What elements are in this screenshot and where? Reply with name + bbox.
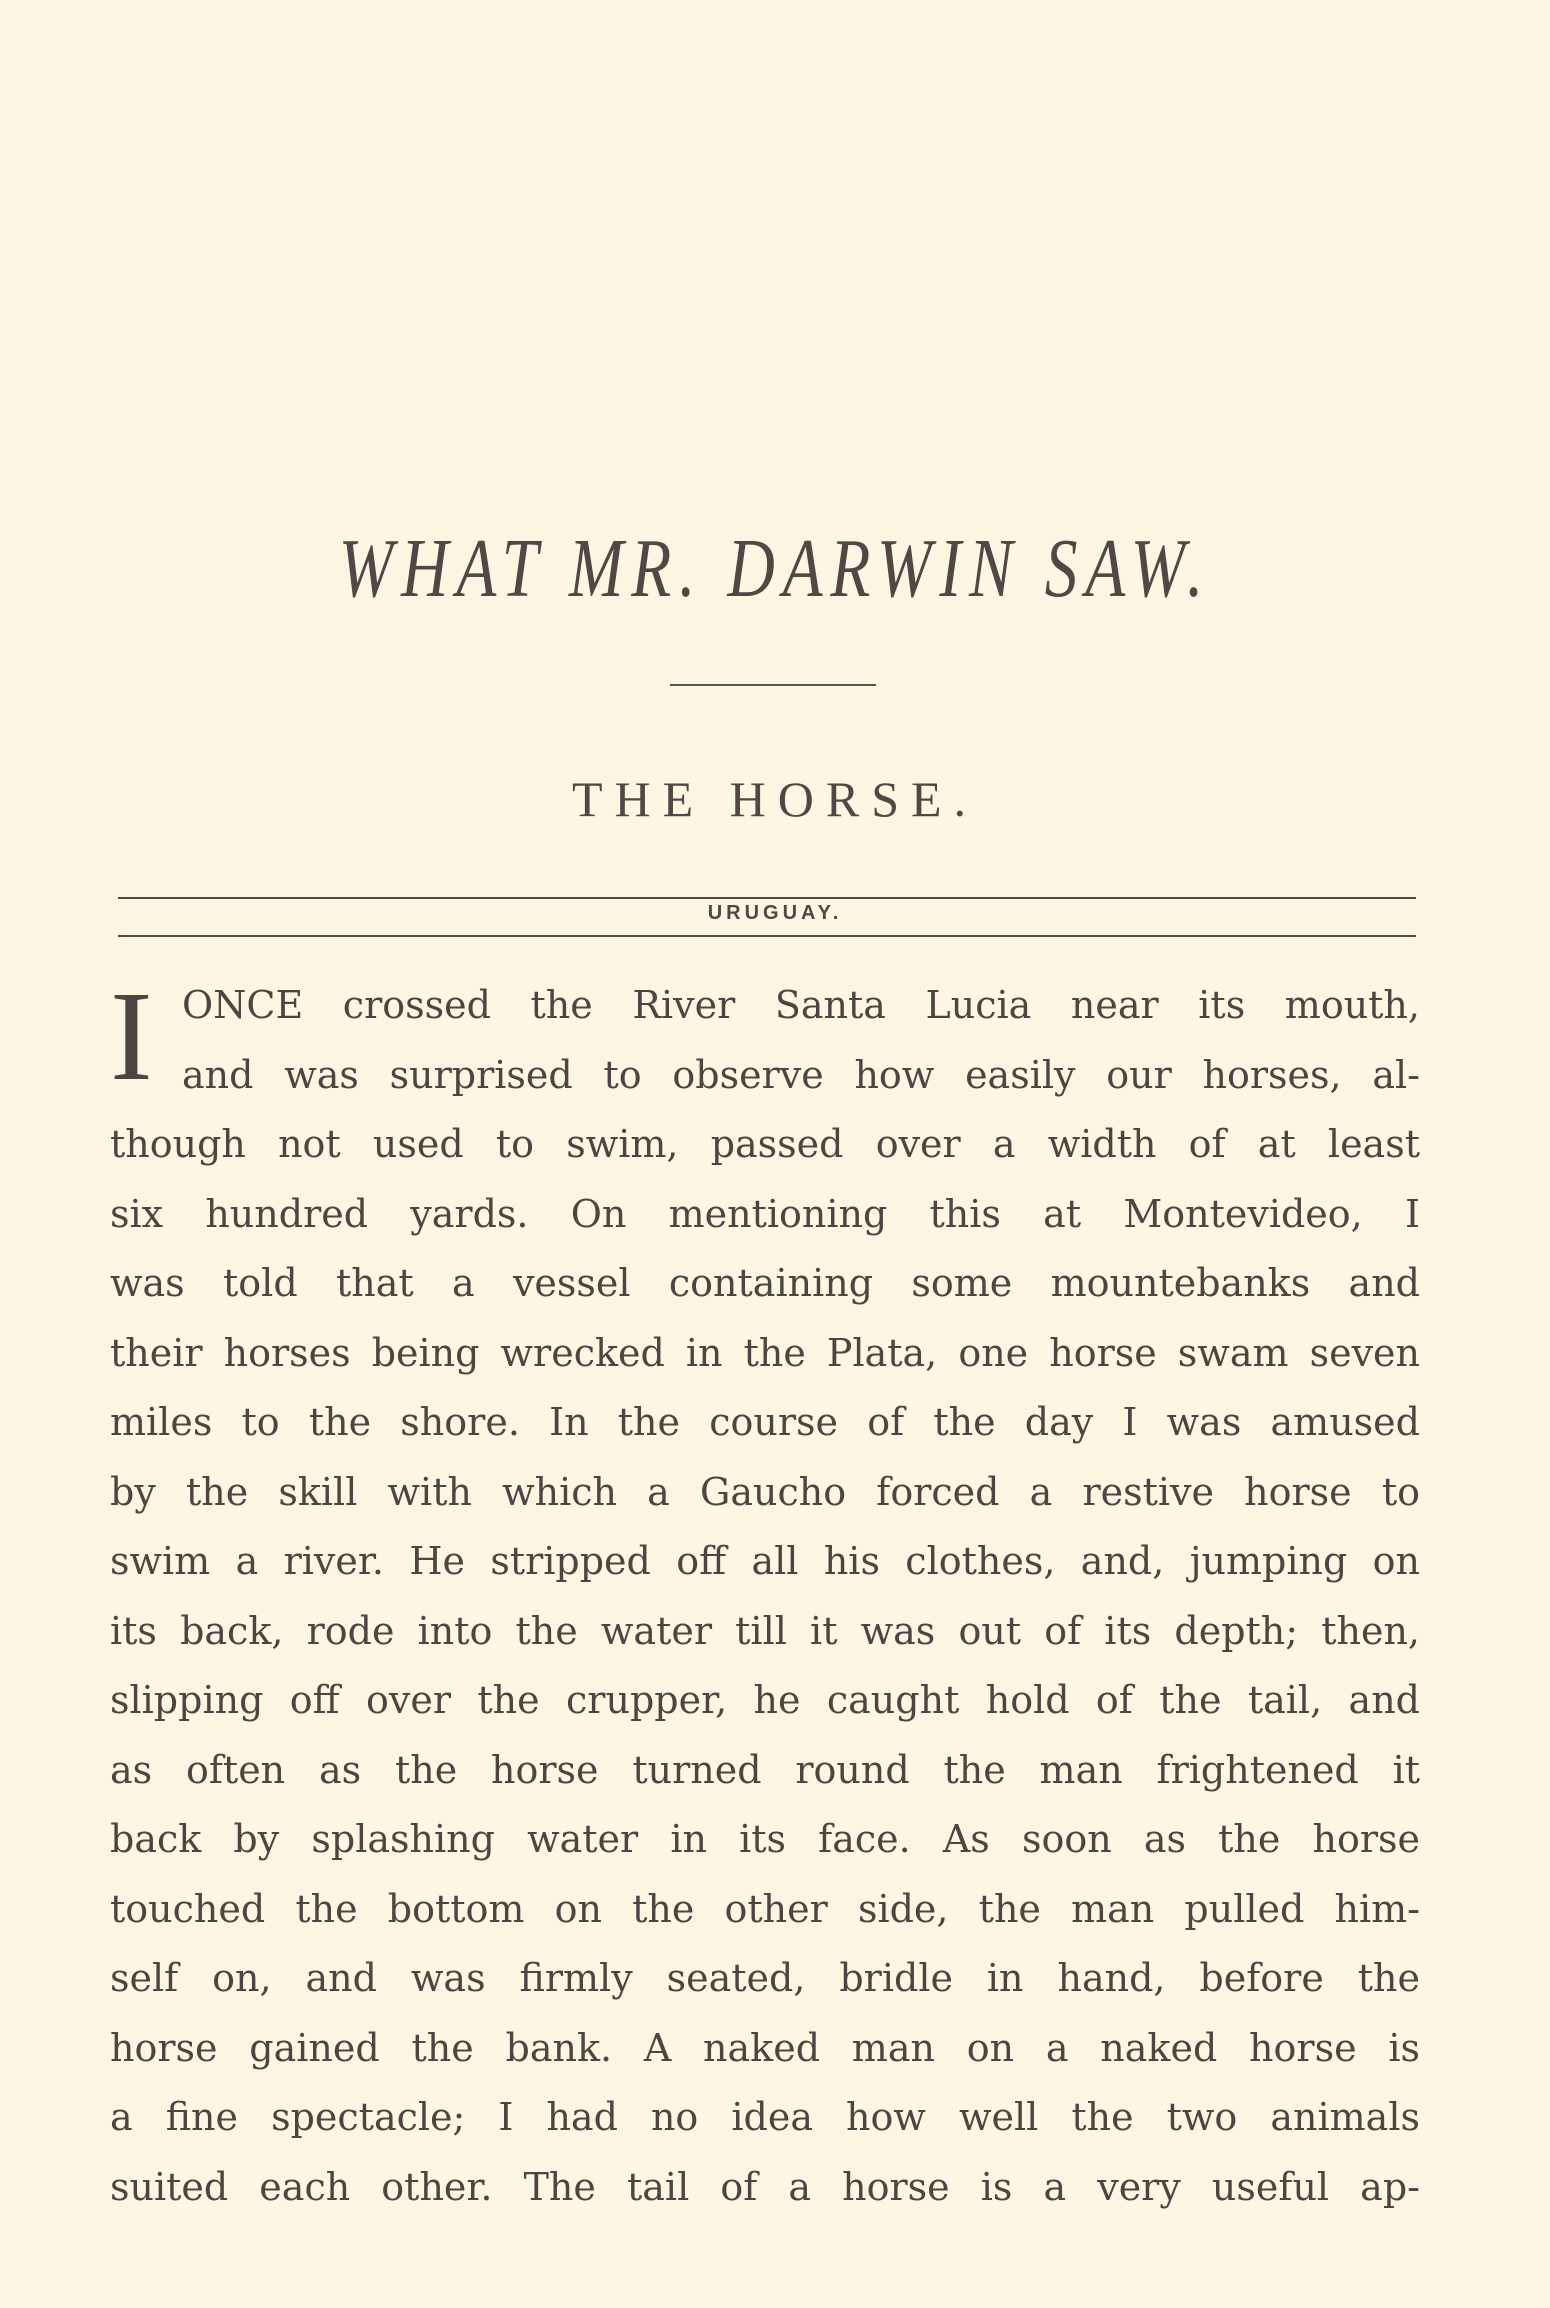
text-line <box>110 1117 1420 1187</box>
text-line <box>110 1604 1420 1674</box>
text-line-content: back by splashing water in its face. As soon as the horse <box>110 1817 1420 1861</box>
drop-cap: I <box>110 965 153 1107</box>
text-line <box>110 1465 1420 1535</box>
text-line <box>110 2021 1420 2091</box>
bottom-rule <box>118 935 1416 937</box>
text-line <box>110 1951 1420 2021</box>
text-line-content: swim a river. He stripped off all his clothes, and, jumping on <box>110 1539 1420 1583</box>
text-line-content: touched the bottom on the other side, the man pulled him- <box>110 1886 1420 1931</box>
text-line <box>110 1256 1420 1326</box>
text-line-content: ONCE crossed the River Santa Lucia near its mouth, <box>182 983 1420 1027</box>
top-rule <box>118 897 1416 899</box>
text-line <box>110 1673 1420 1743</box>
body-text <box>110 965 1420 2229</box>
text-line-content: a fine spectacle; I had no idea how well the two animals <box>110 2095 1420 2139</box>
text-line-content: as often as the horse turned round the man frightened it <box>110 1747 1420 1792</box>
text-line-content: suited each other. The tail of a horse is a very useful ap- <box>110 2164 1420 2209</box>
text-line-content: was told that a vessel containing some mountebanks and <box>110 1261 1420 1305</box>
text-line-content: slipping off over the crupper, he caught hold of the tail, and <box>110 1678 1420 1722</box>
text-line-content: self on, and was firmly seated, bridle in hand, before the <box>110 1956 1420 2000</box>
text-line <box>182 978 1420 1048</box>
book-title: WHAT MR. DARWIN SAW. <box>338 522 1212 615</box>
title-divider <box>670 684 876 686</box>
text-line <box>110 1534 1420 1604</box>
text-line-content: their horses being wrecked in the Plata, one horse swam seven <box>110 1330 1420 1375</box>
text-line <box>110 2160 1420 2230</box>
text-line-content: six hundred yards. On mentioning this at Montevideo, I <box>110 1191 1420 1236</box>
text-line-content: horse gained the bank. A naked man on a naked horse is <box>110 2025 1420 2070</box>
text-line-content: by the skill with which a Gaucho forced a restive horse to <box>110 1469 1420 1514</box>
text-line-content: its back, rode into the water till it was out of its depth; then, <box>110 1608 1420 1653</box>
text-line <box>110 1882 1420 1952</box>
text-line <box>110 1743 1420 1813</box>
text-line <box>110 1326 1420 1396</box>
text-line-content: though not used to swim, passed over a width of at least <box>110 1122 1420 1166</box>
text-line-content: and was surprised to observe how easily our horses, al- <box>182 1052 1420 1097</box>
text-line <box>110 2090 1420 2160</box>
text-line <box>110 1812 1420 1882</box>
section-heading: URUGUAY. <box>707 902 843 924</box>
text-line <box>110 1187 1420 1257</box>
text-line <box>182 1048 1420 1118</box>
text-line-content: miles to the shore. In the course of the day I was amused <box>110 1400 1420 1444</box>
text-line <box>110 1395 1420 1465</box>
chapter-title: THE HORSE. <box>571 771 979 827</box>
